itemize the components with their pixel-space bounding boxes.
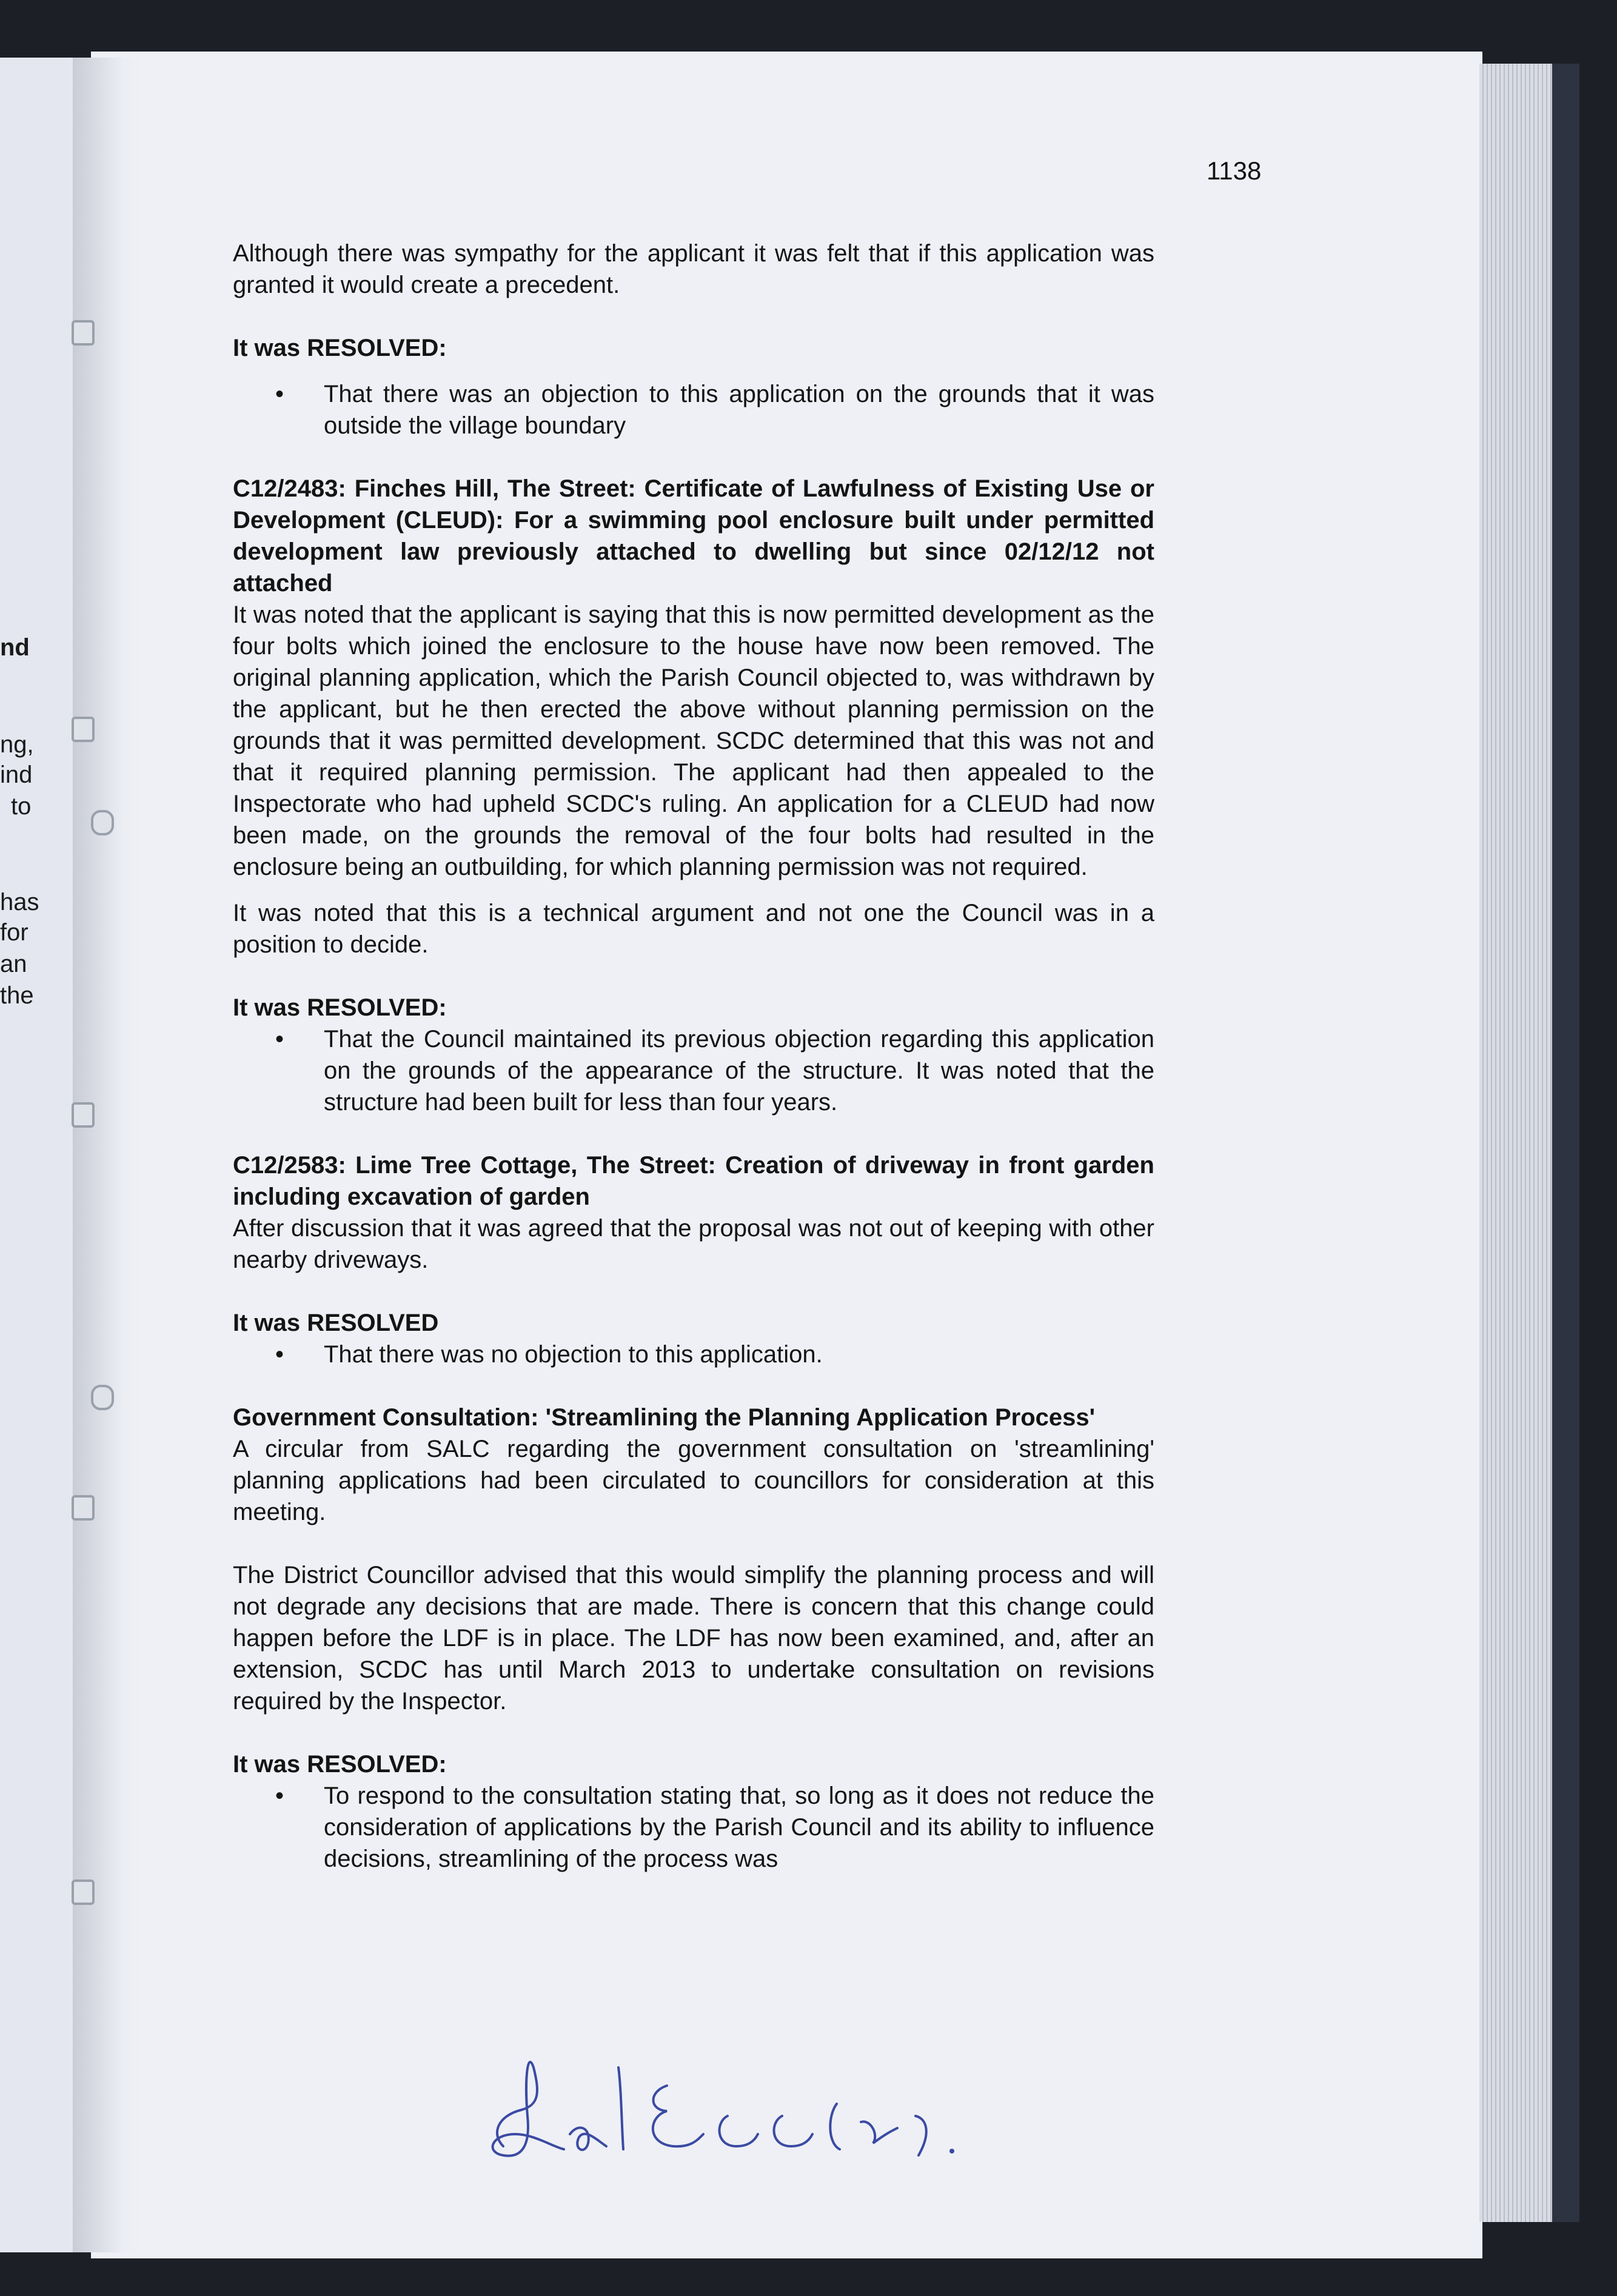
left-fragment: ng, xyxy=(0,731,34,758)
page-edges xyxy=(1479,64,1552,2222)
intro-paragraph: Although there was sympathy for the applicant it was felt that if this application was granted it would create a precedent. xyxy=(233,240,1154,298)
left-fragment: ind xyxy=(0,761,33,788)
bullet-icon: • xyxy=(275,1341,284,1368)
left-fragment: nd xyxy=(0,634,30,661)
resolved-label: It was RESOLVED: xyxy=(233,994,447,1021)
consultation-paragraph: The District Councillor advised that this would simplify the planning process and will not degrade any decisions that are made. There is concern that this change could happen before the LDF is in place. The LDF has now been examined, and, after an extension, SCDC has until March 2013 to undertake consultation on revisions required by the Inspector. xyxy=(233,1562,1154,1715)
left-fragment: the xyxy=(0,982,34,1009)
resolution-bullet: • That the Council maintained its previous objection regarding this application on the grounds of the appearance of the structure. It was noted that the structure had been built for less than four years. xyxy=(233,1023,1154,1118)
resolution-bullet: • To respond to the consultation stating that, so long as it does not reduce the consideration of applications by the Parish Council and its ability to influence decisions, streamlining of the process was xyxy=(233,1780,1154,1875)
signature xyxy=(467,2043,1000,2177)
application-paragraph: After discussion that it was agreed that the proposal was not out of keeping with other nearby driveways. xyxy=(233,1215,1154,1273)
binding-ring xyxy=(72,1495,95,1521)
page-gutter xyxy=(73,58,146,2252)
binding-ring xyxy=(72,717,95,742)
binding-ring xyxy=(91,810,114,835)
resolved-label: It was RESOLVED: xyxy=(233,1751,447,1778)
resolution-bullet: • That there was an objection to this application on the grounds that it was outside the village boundary xyxy=(233,378,1154,441)
consultation-heading: Government Consultation: 'Streamlining the Planning Application Process' xyxy=(233,1404,1096,1431)
minutes-content xyxy=(233,238,1154,1875)
left-fragment: has xyxy=(0,889,39,915)
resolution-bullet: • That there was no objection to this application. xyxy=(233,1339,1154,1370)
consultation-paragraph: A circular from SALC regarding the government consultation on 'streamlining' planning applications had been circulated to councillors for consideration at this meeting. xyxy=(233,1436,1154,1525)
resolved-label: It was RESOLVED xyxy=(233,1310,439,1336)
application-paragraph: It was noted that the applicant is saying that this is now permitted development as the four bolts which joined the enclosure to the house have now been removed. The original planning application, which the Parish Council objected to, was withdrawn by the applicant, but he then erected the above without planning permission on the grounds that it was permitted development. SCDC determined that this was not and that it required planning permission. The applicant had then appealed to the Inspectorate who had upheld SCDC's ruling. An application for a CLEUD had now been made, on the grounds the removal of the four bolts had resulted in the enclosure being an outbuilding, for which planning permission was not required. xyxy=(233,601,1154,880)
left-fragment: for xyxy=(0,919,28,946)
left-fragment: an xyxy=(0,951,27,977)
binding-ring xyxy=(72,1879,95,1905)
application-heading: C12/2483: Finches Hill, The Street: Certificate of Lawfulness of Existing Use or Development (CLEUD): For a swimming pool enclosure built under permitted development law previously attached to dwelling but since 02/12/12 not attached xyxy=(233,475,1154,597)
bullet-icon: • xyxy=(275,1026,284,1053)
binding-ring xyxy=(72,1102,95,1128)
page-number: 1138 xyxy=(1207,156,1262,185)
resolved-label: It was RESOLVED: xyxy=(233,335,447,361)
binding-ring xyxy=(72,320,95,346)
application-heading: C12/2583: Lime Tree Cottage, The Street: Creation of driveway in front garden including excavation of garden xyxy=(233,1152,1154,1210)
bullet-icon: • xyxy=(275,1782,284,1809)
bullet-icon: • xyxy=(275,381,284,407)
application-paragraph: It was noted that this is a technical argument and not one the Council was in a position to decide. xyxy=(233,900,1154,958)
left-fragment: to xyxy=(11,793,32,820)
binding-ring xyxy=(91,1385,114,1410)
